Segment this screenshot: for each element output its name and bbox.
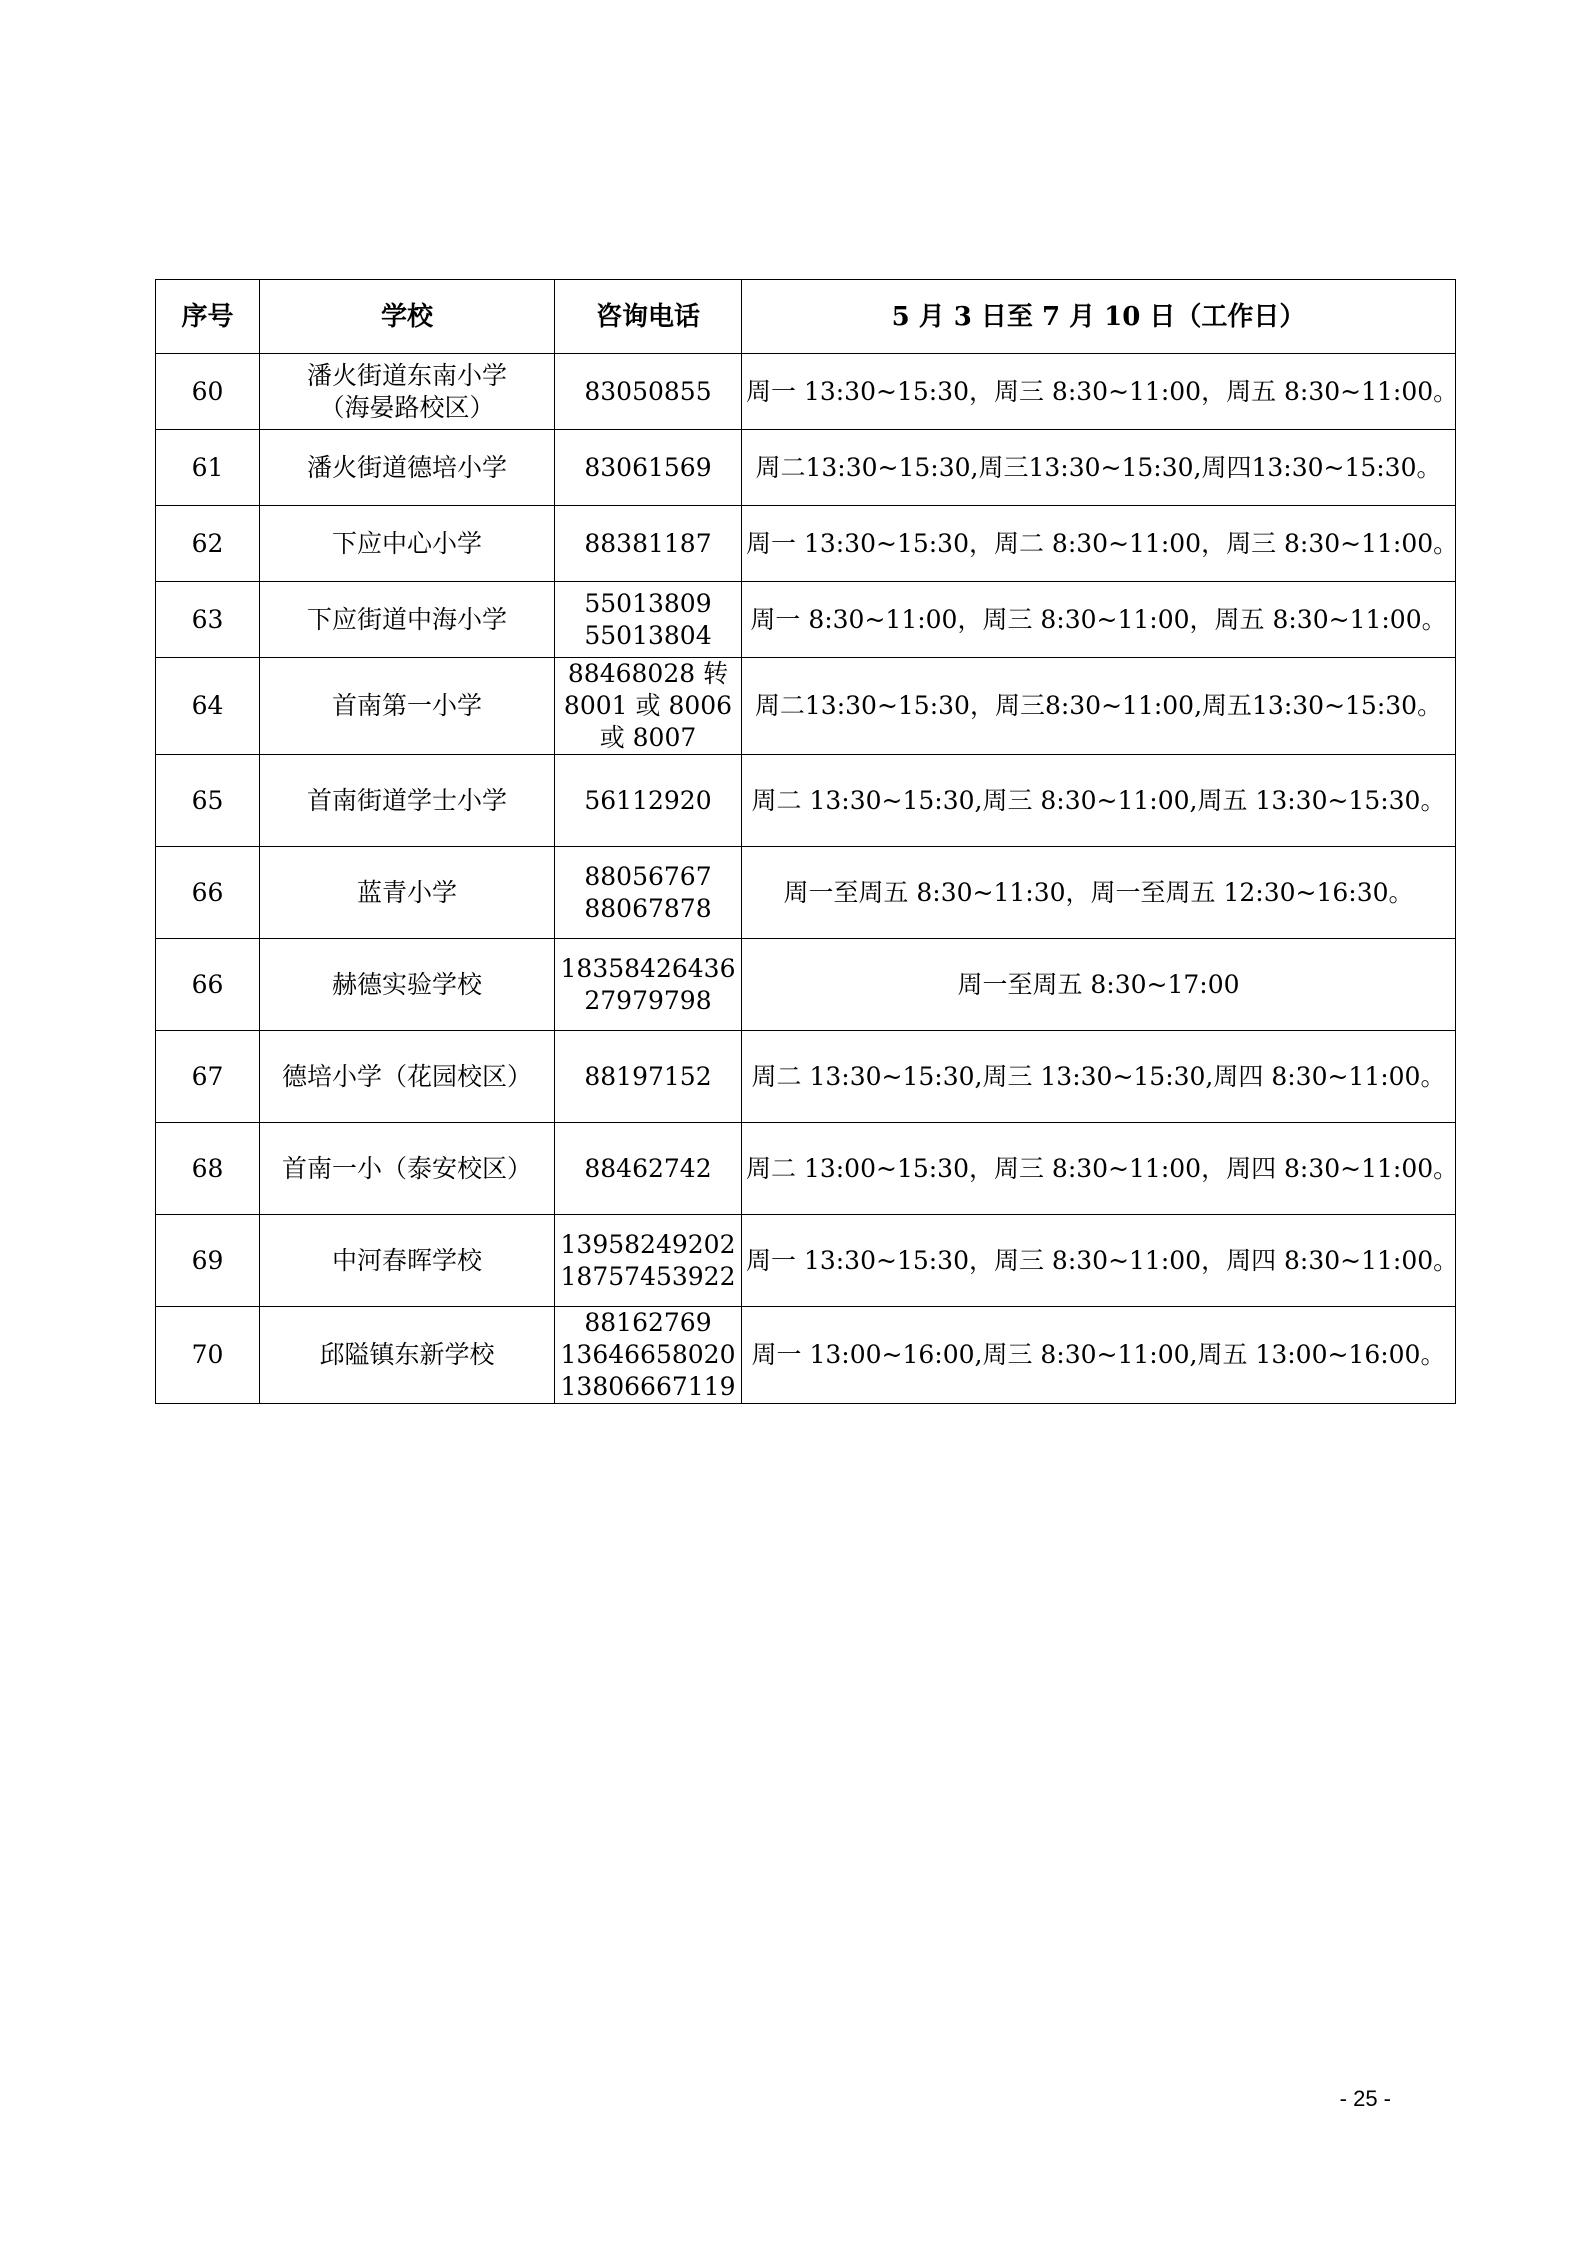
school-name-line: 邱隘镇东新学校 [319, 1340, 495, 1369]
phone-number-line: 88162769 [584, 1308, 712, 1337]
row-school [260, 582, 555, 658]
row-phone [555, 430, 742, 506]
school-name-line: 中河春晖学校 [331, 1245, 482, 1275]
phone-number-line: 18757453922 [560, 1261, 736, 1291]
table-row [156, 1123, 1456, 1215]
row-index: 61 [156, 430, 260, 506]
row-phone [555, 1123, 742, 1215]
table-row [156, 1215, 1456, 1307]
row-consult-time: 周一 13:30~15:30，周三 8:30~11:00，周五 8:30~11:00。 [742, 354, 1456, 430]
row-index: 69 [156, 1215, 260, 1307]
header-index: 序号 [156, 280, 260, 354]
row-consult-time: 周一 13:00~16:00,周三 8:30~11:00,周五 13:00~16:00。 [742, 1307, 1456, 1404]
row-school [260, 1123, 555, 1215]
phone-number-line: 88381187 [584, 528, 712, 558]
row-school [260, 658, 555, 755]
row-phone [555, 939, 742, 1031]
row-school [260, 847, 555, 939]
row-school [260, 354, 555, 430]
table-header-row [156, 280, 1456, 354]
row-consult-time: 周一 13:30~15:30，周二 8:30~11:00，周三 8:30~11:00。 [742, 506, 1456, 582]
row-consult-time: 周二 13:30~15:30,周三 8:30~11:00,周五 13:30~15:30。 [742, 755, 1456, 847]
table-row [156, 582, 1456, 658]
school-name-line: 潘火街道东南小学 [306, 360, 507, 390]
row-phone [555, 506, 742, 582]
phone-number-line: 13646658020 [560, 1340, 736, 1369]
phone-number-line: 27979798 [584, 985, 712, 1015]
row-index: 65 [156, 755, 260, 847]
header-school: 学校 [260, 280, 555, 354]
row-consult-time: 周一 13:30~15:30，周三 8:30~11:00，周四 8:30~11:00。 [742, 1215, 1456, 1307]
phone-number-line: 88462742 [584, 1153, 712, 1183]
row-school [260, 506, 555, 582]
row-phone [555, 354, 742, 430]
row-consult-time: 周二 13:30~15:30,周三 13:30~15:30,周四 8:30~11:00。 [742, 1031, 1456, 1123]
school-name-line: 赫德实验学校 [331, 969, 482, 999]
row-consult-time: 周一 8:30~11:00，周三 8:30~11:00，周五 8:30~11:00。 [742, 582, 1456, 658]
row-school [260, 1031, 555, 1123]
phone-number-line: 83050855 [584, 376, 712, 406]
row-school [260, 430, 555, 506]
row-phone [555, 755, 742, 847]
table-row [156, 1031, 1456, 1123]
table-row [156, 354, 1456, 430]
row-school [260, 1215, 555, 1307]
table-row [156, 939, 1456, 1031]
row-index: 63 [156, 582, 260, 658]
header-time: 5 月 3 日至 7 月 10 日（工作日） [742, 280, 1456, 354]
page-number: - 25 - [1339, 2086, 1391, 2111]
school-name-line: （海晏路校区） [319, 392, 495, 422]
phone-number-line: 55013809 [584, 588, 712, 618]
school-name-line: 首南街道学士小学 [306, 785, 507, 815]
row-consult-time: 周一至周五 8:30~17:00 [742, 939, 1456, 1031]
table-body [156, 354, 1459, 1404]
phone-number-line: 56112920 [584, 785, 712, 815]
row-school [260, 939, 555, 1031]
school-name-line: 下应中心小学 [331, 528, 482, 558]
row-phone [555, 1215, 742, 1307]
row-phone [555, 1031, 742, 1123]
phone-number-line: 8001 或 8006 [563, 691, 733, 720]
phone-number-line: 88468028 转 [567, 659, 729, 688]
table-row [156, 847, 1456, 939]
phone-number-line: 88056767 [584, 861, 712, 891]
school-name-line: 下应街道中海小学 [306, 604, 507, 634]
row-index: 67 [156, 1031, 260, 1123]
consultation-schedule-table [155, 279, 1459, 1404]
school-name-line: 潘火街道德培小学 [306, 452, 507, 482]
school-name-line: 蓝青小学 [356, 877, 457, 907]
row-index: 66 [156, 939, 260, 1031]
row-index: 68 [156, 1123, 260, 1215]
phone-number-line: 13958249202 [560, 1229, 736, 1259]
row-consult-time: 周二13:30~15:30，周三8:30~11:00,周五13:30~15:30。 [742, 658, 1456, 755]
table-row [156, 658, 1456, 755]
row-consult-time: 周一至周五 8:30~11:30，周一至周五 12:30~16:30。 [742, 847, 1456, 939]
phone-number-line: 83061569 [584, 452, 712, 482]
row-index: 60 [156, 354, 260, 430]
row-consult-time: 周二 13:00~15:30，周三 8:30~11:00，周四 8:30~11:00。 [742, 1123, 1456, 1215]
phone-number-line: 18358426436 [560, 953, 736, 983]
table-row [156, 755, 1456, 847]
school-name-line: 首南一小（泰安校区） [281, 1153, 532, 1183]
phone-number-line: 88067878 [584, 893, 712, 923]
table-row [156, 506, 1456, 582]
phone-number-line: 88197152 [584, 1061, 712, 1091]
row-index: 62 [156, 506, 260, 582]
row-phone [555, 1307, 742, 1404]
row-phone [555, 847, 742, 939]
table-row [156, 430, 1456, 506]
school-name-line: 首南第一小学 [331, 691, 482, 720]
row-school [260, 1307, 555, 1404]
phone-number-line: 或 8007 [599, 723, 697, 752]
phone-number-line: 55013804 [584, 620, 712, 650]
row-index: 64 [156, 658, 260, 755]
header-phone: 咨询电话 [555, 280, 742, 354]
phone-number-line: 13806667119 [560, 1372, 736, 1401]
row-consult-time: 周二13:30~15:30,周三13:30~15:30,周四13:30~15:30。 [742, 430, 1456, 506]
school-name-line: 德培小学（花园校区） [281, 1061, 532, 1091]
table-row [156, 1307, 1456, 1404]
row-index: 66 [156, 847, 260, 939]
row-index: 70 [156, 1307, 260, 1404]
row-school [260, 755, 555, 847]
row-phone [555, 658, 742, 755]
row-phone [555, 582, 742, 658]
